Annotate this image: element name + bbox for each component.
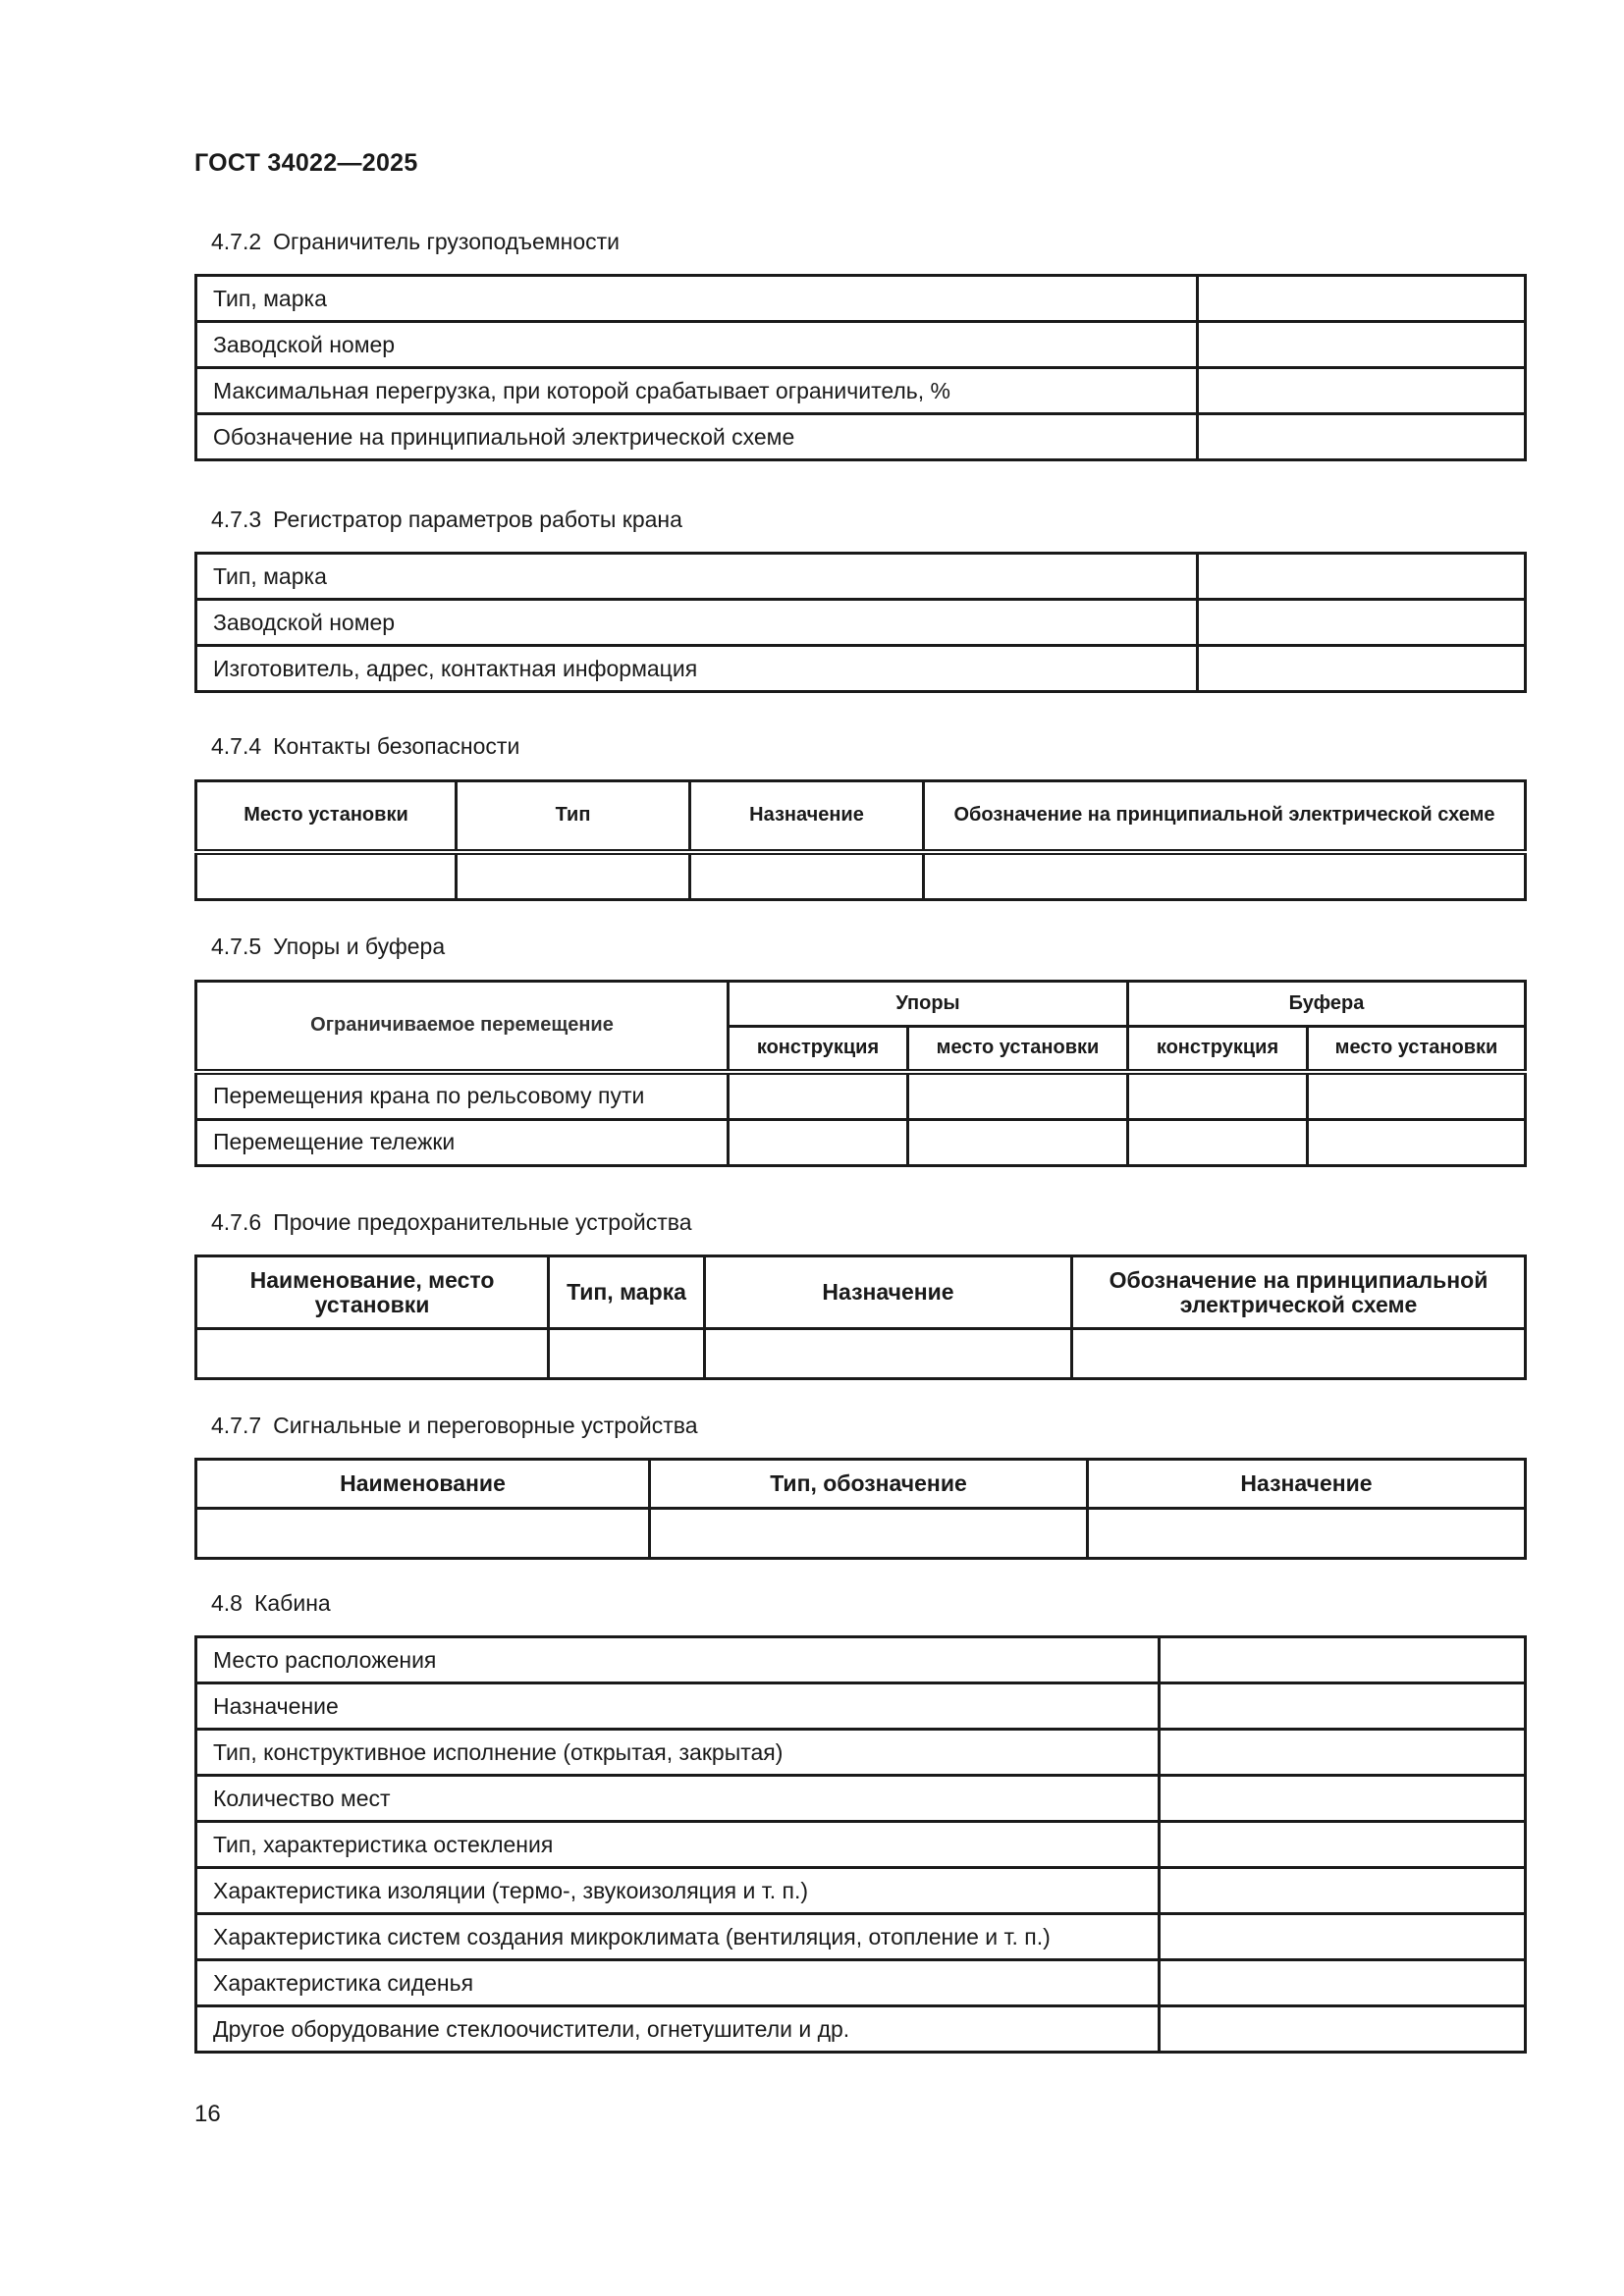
- value-cell: [1160, 1960, 1526, 2006]
- row-label: Место расположения: [196, 1637, 1160, 1683]
- table-row: [196, 1960, 1526, 2006]
- table-row: [196, 1822, 1526, 1868]
- group-header-buffers: Буфера: [1128, 982, 1526, 1027]
- section-title: Регистратор параметров работы крана: [273, 507, 682, 532]
- row-label: Характеристика систем создания микроклимата (вентиляция, отопление и т. п.): [196, 1914, 1160, 1960]
- value-cell: [1160, 1730, 1526, 1776]
- empty-cell: [196, 1329, 549, 1379]
- column-header: Тип, обозначение: [650, 1460, 1088, 1509]
- value-cell: [1198, 368, 1526, 414]
- row-label: Характеристика сиденья: [196, 1960, 1160, 2006]
- value-cell: [1160, 1683, 1526, 1730]
- row-label: Тип, марка: [196, 554, 1198, 600]
- table-row: [196, 2006, 1526, 2053]
- value-cell: [1198, 646, 1526, 692]
- empty-cell: [457, 852, 690, 900]
- empty-cell: [1128, 1119, 1308, 1165]
- section-number: 4.7.3: [211, 507, 262, 532]
- column-header: место установки: [1308, 1027, 1526, 1072]
- empty-cell: [690, 852, 924, 900]
- column-header: Тип: [457, 781, 690, 852]
- table-row: [196, 1072, 1526, 1120]
- table-row: [196, 322, 1526, 368]
- empty-cell: [650, 1509, 1088, 1559]
- section-heading-4-7-5: [211, 934, 445, 960]
- header-row: [196, 982, 1526, 1027]
- section-heading-4-7-2: [211, 229, 620, 255]
- header-row: [196, 1256, 1526, 1329]
- section-number: 4.7.6: [211, 1209, 262, 1235]
- table-signal-devices: [194, 1458, 1527, 1560]
- empty-cell: [705, 1329, 1072, 1379]
- column-header: Наименование: [196, 1460, 650, 1509]
- empty-cell: [196, 852, 457, 900]
- table-row: [196, 414, 1526, 460]
- section-number: 4.7.7: [211, 1413, 262, 1438]
- table-row: [196, 554, 1526, 600]
- empty-cell: [924, 852, 1526, 900]
- row-label: Перемещения крана по рельсовому пути: [196, 1072, 729, 1120]
- table-row: [196, 1637, 1526, 1683]
- column-header: Обозначение на принципиальной электрической схеме: [1072, 1256, 1526, 1329]
- table-crane-recorder: [194, 552, 1527, 693]
- column-header: место установки: [908, 1027, 1128, 1072]
- column-header: Место установки: [196, 781, 457, 852]
- column-header: Назначение: [690, 781, 924, 852]
- row-label: Обозначение на принципиальной электрической схеме: [196, 414, 1198, 460]
- table-row: [196, 1914, 1526, 1960]
- row-label: Максимальная перегрузка, при которой срабатывает ограничитель, %: [196, 368, 1198, 414]
- row-label: Количество мест: [196, 1776, 1160, 1822]
- section-title: Кабина: [253, 1590, 331, 1616]
- section-heading-4-7-7: [211, 1413, 698, 1439]
- row-label: Тип, характеристика остекления: [196, 1822, 1160, 1868]
- table-row: [196, 1329, 1526, 1379]
- table-row: [196, 276, 1526, 322]
- empty-cell: [729, 1072, 908, 1120]
- empty-cell: [1308, 1119, 1526, 1165]
- section-title: Прочие предохранительные устройства: [273, 1209, 692, 1235]
- empty-cell: [908, 1072, 1128, 1120]
- row-label: Заводской номер: [196, 322, 1198, 368]
- row-label: Тип, конструктивное исполнение (открытая, закрытая): [196, 1730, 1160, 1776]
- table-row: [196, 852, 1526, 900]
- row-label: Тип, марка: [196, 276, 1198, 322]
- row-label: Назначение: [196, 1683, 1160, 1730]
- column-header: Ограничиваемое перемещение: [196, 982, 729, 1072]
- row-label: Изготовитель, адрес, контактная информация: [196, 646, 1198, 692]
- column-header: Наименование, место установки: [196, 1256, 549, 1329]
- empty-cell: [1308, 1072, 1526, 1120]
- row-label: Характеристика изоляции (термо-, звукоизоляция и т. п.): [196, 1868, 1160, 1914]
- header-row: [196, 1460, 1526, 1509]
- table-row: [196, 1119, 1526, 1165]
- empty-cell: [1072, 1329, 1526, 1379]
- value-cell: [1198, 414, 1526, 460]
- empty-cell: [729, 1119, 908, 1165]
- section-number: 4.7.2: [211, 229, 262, 254]
- page-number: 16: [194, 2101, 221, 2127]
- row-label: Заводской номер: [196, 600, 1198, 646]
- column-header: конструкция: [729, 1027, 908, 1072]
- table-row: [196, 1683, 1526, 1730]
- row-label: Перемещение тележки: [196, 1119, 729, 1165]
- table-cabin: [194, 1635, 1527, 2054]
- empty-cell: [1128, 1072, 1308, 1120]
- group-header-stops: Упоры: [729, 982, 1128, 1027]
- value-cell: [1160, 1637, 1526, 1683]
- column-header: Обозначение на принципиальной электрической схеме: [924, 781, 1526, 852]
- section-heading-4-7-4: [211, 733, 519, 760]
- header-row: [196, 781, 1526, 852]
- value-cell: [1160, 2006, 1526, 2053]
- value-cell: [1160, 1776, 1526, 1822]
- row-label: Другое оборудование стеклоочистители, огнетушители и др.: [196, 2006, 1160, 2053]
- table-load-limiter: [194, 274, 1527, 461]
- table-row: [196, 1730, 1526, 1776]
- column-header: Назначение: [705, 1256, 1072, 1329]
- table-row: [196, 1509, 1526, 1559]
- empty-cell: [549, 1329, 705, 1379]
- table-row: [196, 600, 1526, 646]
- column-header: Назначение: [1088, 1460, 1526, 1509]
- value-cell: [1198, 322, 1526, 368]
- table-other-safety-devices: [194, 1255, 1527, 1380]
- column-header: конструкция: [1128, 1027, 1308, 1072]
- value-cell: [1198, 276, 1526, 322]
- section-number: 4.7.5: [211, 934, 262, 959]
- section-title: Контакты безопасности: [273, 733, 520, 759]
- empty-cell: [196, 1509, 650, 1559]
- empty-cell: [908, 1119, 1128, 1165]
- value-cell: [1160, 1914, 1526, 1960]
- table-row: [196, 1868, 1526, 1914]
- section-title: Сигнальные и переговорные устройства: [273, 1413, 698, 1438]
- value-cell: [1160, 1822, 1526, 1868]
- table-row: [196, 368, 1526, 414]
- section-title: Ограничитель грузоподъемности: [273, 229, 621, 254]
- document-code: ГОСТ 34022—2025: [194, 149, 418, 177]
- column-header: Тип, марка: [549, 1256, 705, 1329]
- table-safety-contacts: [194, 779, 1527, 901]
- value-cell: [1198, 554, 1526, 600]
- section-heading-4-7-6: [211, 1209, 692, 1236]
- value-cell: [1160, 1868, 1526, 1914]
- table-row: [196, 646, 1526, 692]
- table-row: [196, 1776, 1526, 1822]
- section-heading-4-8: [211, 1590, 331, 1617]
- value-cell: [1198, 600, 1526, 646]
- section-title: Упоры и буфера: [273, 934, 446, 959]
- section-number: 4.8: [211, 1590, 243, 1616]
- section-number: 4.7.4: [211, 733, 262, 759]
- section-heading-4-7-3: [211, 507, 682, 533]
- empty-cell: [1088, 1509, 1526, 1559]
- table-stops-buffers: [194, 980, 1527, 1167]
